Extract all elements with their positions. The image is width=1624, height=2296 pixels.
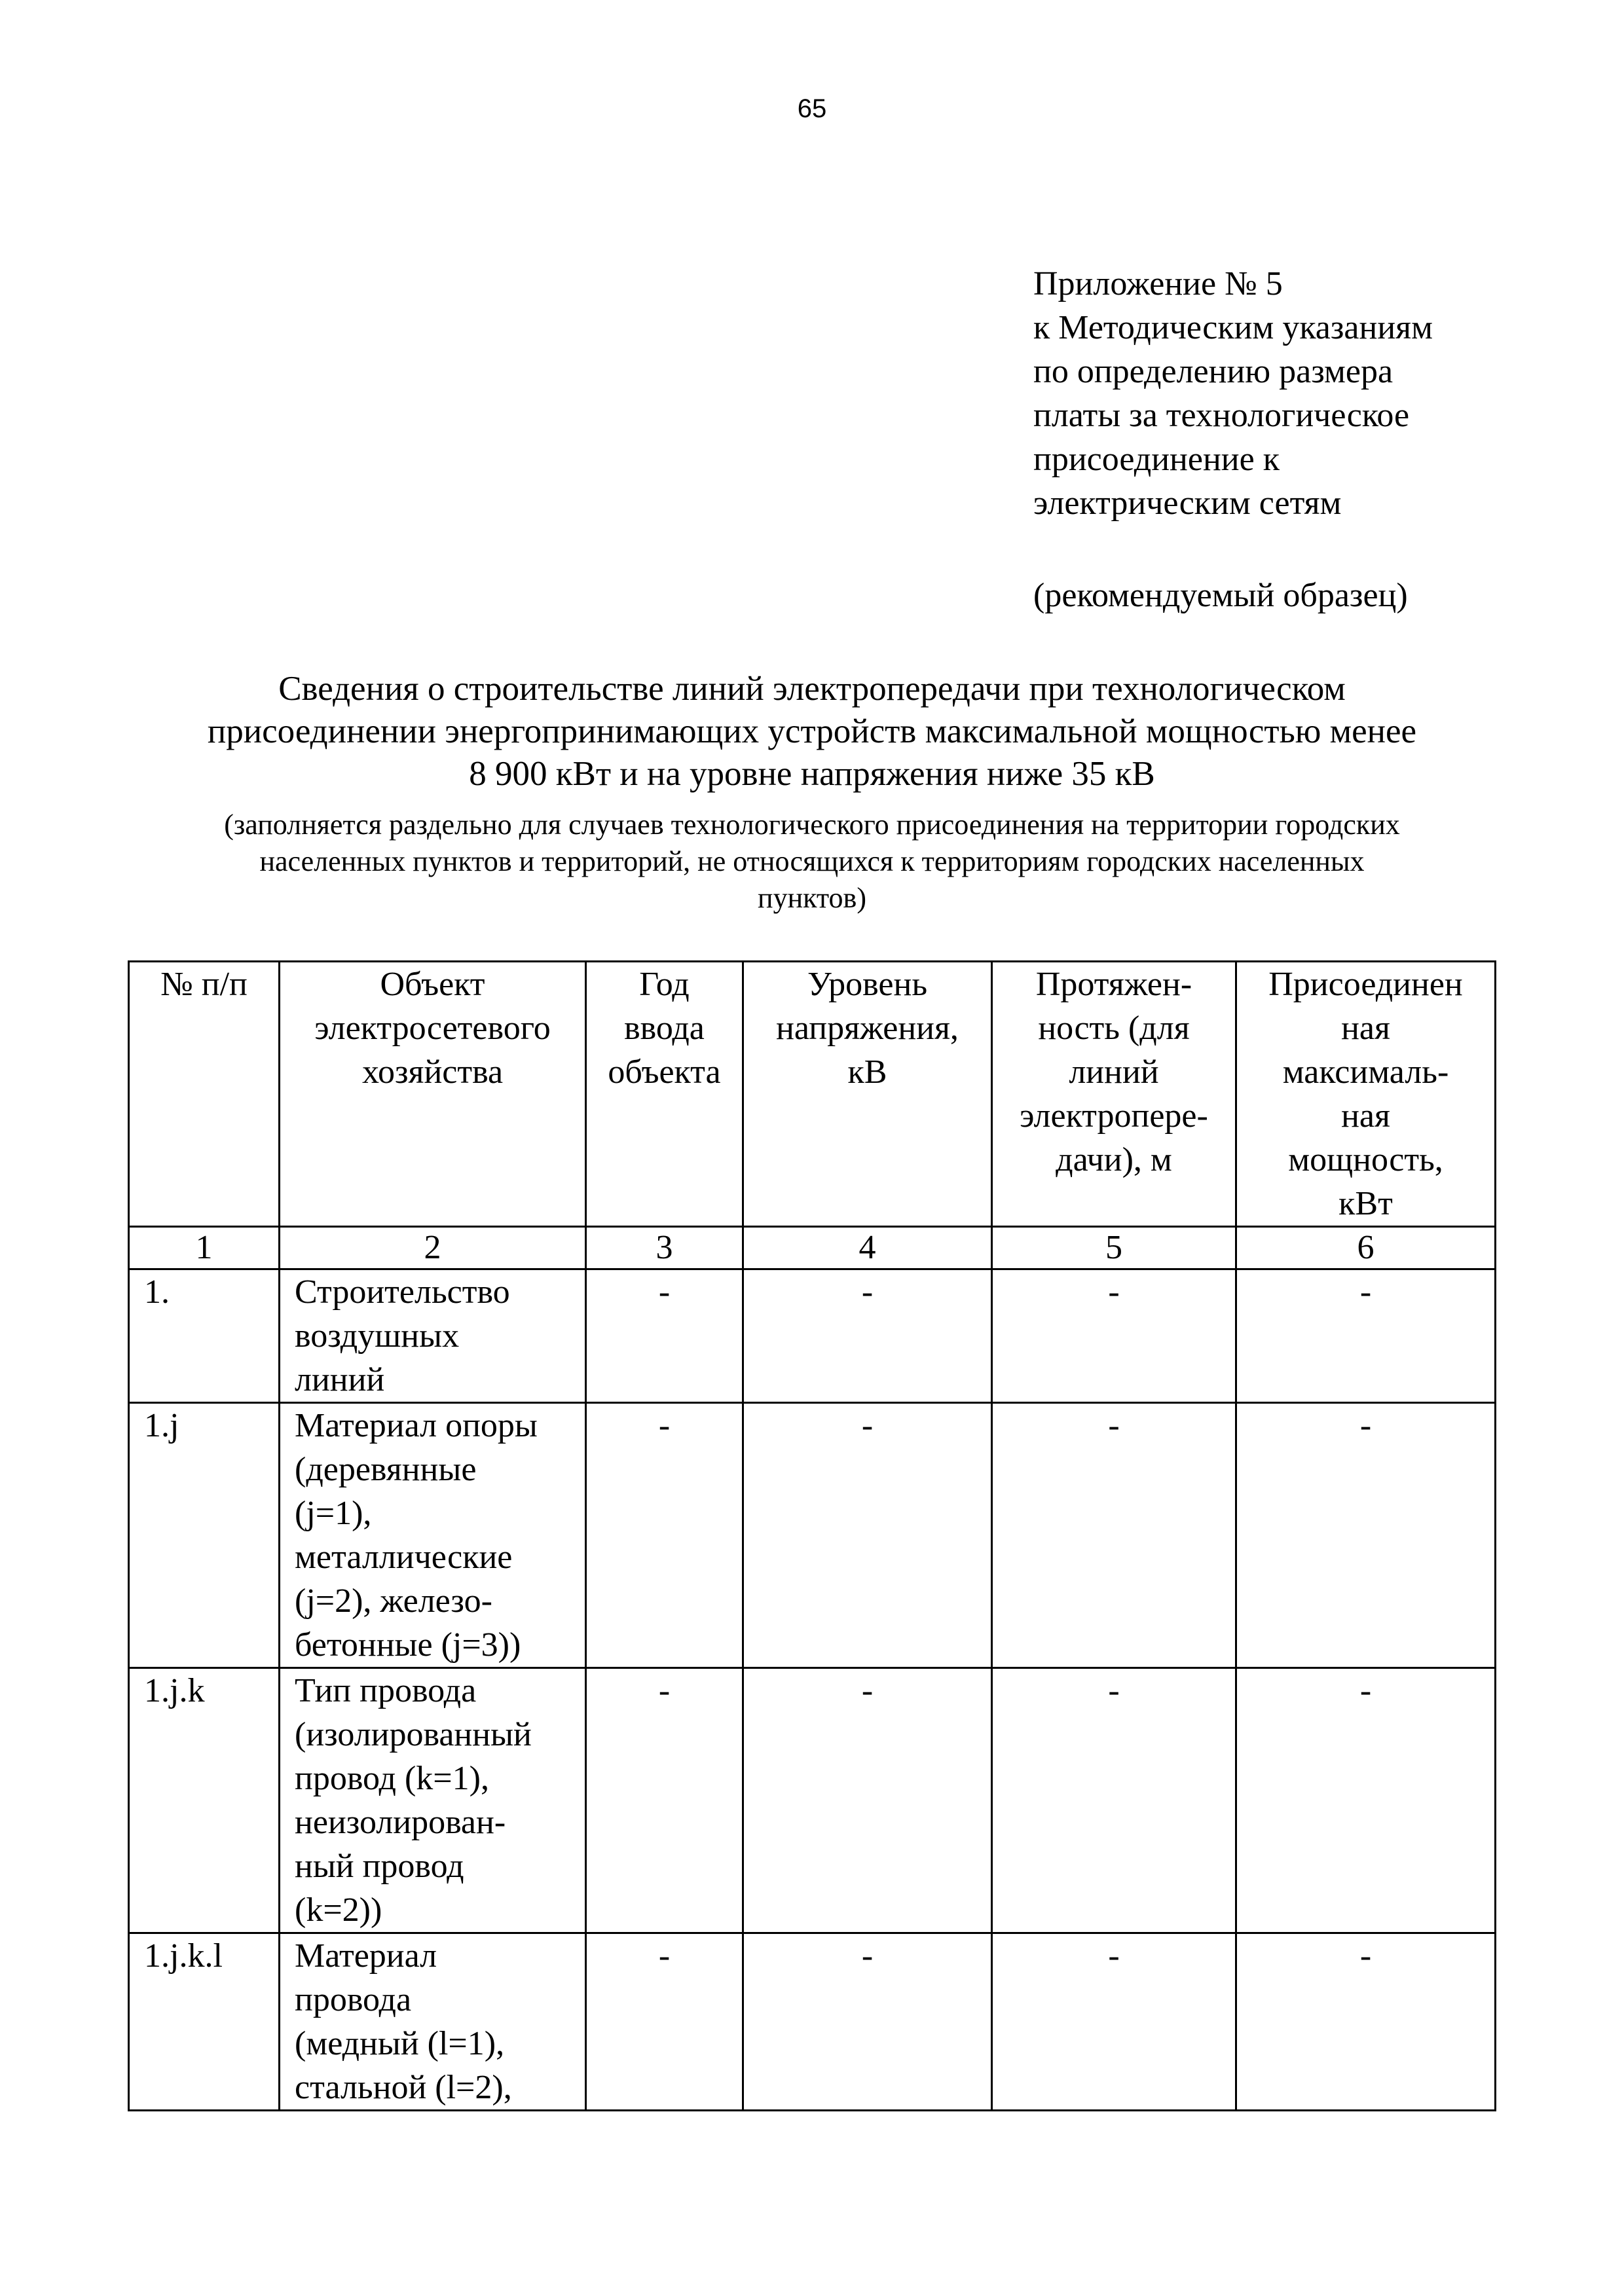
table-header-row	[129, 962, 1496, 1227]
header-cell-voltage	[743, 962, 992, 1227]
row-cell: -	[586, 1933, 743, 2111]
header-text: ная	[1341, 1010, 1390, 1047]
header-cell-length	[992, 962, 1236, 1227]
table-row	[129, 1933, 1496, 2111]
header-text: линий	[1069, 1053, 1159, 1091]
appendix-line: электрическим сетям	[1033, 484, 1342, 522]
column-number: 2	[280, 1227, 586, 1269]
row-object	[280, 1403, 586, 1668]
object-line: (изолированный	[295, 1716, 532, 1753]
header-text: № п/п	[160, 966, 248, 1003]
row-cell: -	[1236, 1933, 1496, 2111]
column-number: 3	[586, 1227, 743, 1269]
object-line: Строительство	[295, 1273, 510, 1311]
row-cell: -	[992, 1269, 1236, 1403]
object-line: (k=2))	[295, 1891, 382, 1929]
appendix-line: по определению размера	[1033, 353, 1393, 390]
row-object	[280, 1269, 586, 1403]
document-title	[98, 668, 1526, 795]
data-table	[128, 960, 1496, 2111]
page-number: 65	[797, 94, 827, 123]
header-cell-number	[129, 962, 280, 1227]
header-text: ввода	[624, 1010, 705, 1047]
subtitle-line: населенных пунктов и территорий, не относящихся к территориям городских населенных	[259, 845, 1365, 877]
header-text: Объект	[380, 966, 485, 1003]
subtitle-line: (заполняется раздельно для случаев технологического присоединения на территории городских	[224, 809, 1400, 841]
title-line: присоединении энергопринимающих устройств максимальной мощностью менее	[207, 712, 1417, 750]
header-text: кВ	[847, 1053, 887, 1091]
subtitle-line: пунктов)	[758, 882, 866, 914]
header-text: хозяйства	[361, 1053, 504, 1091]
object-line: металлические	[295, 1539, 513, 1576]
row-cell: -	[743, 1933, 992, 2111]
table-row	[129, 1269, 1496, 1403]
row-cell: -	[743, 1668, 992, 1933]
object-line: воздушных	[295, 1317, 460, 1355]
object-line: линий	[295, 1361, 385, 1398]
sample-note: (рекомендуемый образец)	[1033, 577, 1408, 614]
title-line: 8 900 кВт и на уровне напряжения ниже 35 кВ	[469, 755, 1155, 793]
object-line: (j=1),	[295, 1495, 372, 1532]
header-text: ность (для	[1038, 1010, 1190, 1047]
column-number-row	[129, 1227, 1496, 1269]
header-cell-year	[586, 962, 743, 1227]
header-text: дачи), м	[1056, 1141, 1172, 1178]
header-cell-power	[1236, 962, 1496, 1227]
appendix-line: присоединение к	[1033, 441, 1280, 478]
column-number: 5	[992, 1227, 1236, 1269]
row-cell: -	[1236, 1403, 1496, 1668]
header-cell-object	[280, 962, 586, 1227]
object-line: неизолирован-	[295, 1804, 506, 1841]
column-number: 1	[129, 1227, 280, 1269]
object-line: Материал опоры	[295, 1407, 538, 1444]
object-line: провода	[295, 1981, 412, 2018]
header-text: максималь-	[1282, 1053, 1449, 1091]
object-line: (медный (l=1),	[295, 2025, 505, 2062]
object-line: (j=2), железо-	[295, 1582, 492, 1620]
appendix-header	[1033, 262, 1596, 525]
row-cell: -	[992, 1933, 1236, 2111]
object-line: Тип провода	[295, 1672, 477, 1709]
header-text: электропере-	[1020, 1097, 1208, 1135]
row-cell: -	[743, 1269, 992, 1403]
row-object	[280, 1933, 586, 2111]
header-text: Протяжен-	[1035, 966, 1192, 1003]
header-text: Год	[639, 966, 690, 1003]
object-line: (деревянные	[295, 1451, 477, 1488]
column-number: 4	[743, 1227, 992, 1269]
row-id: 1.	[129, 1269, 280, 1403]
header-text: объекта	[608, 1053, 721, 1091]
row-cell: -	[1236, 1269, 1496, 1403]
header-text: электросетевого	[314, 1010, 551, 1047]
header-text: Присоединен	[1268, 966, 1463, 1003]
row-id: 1.j	[129, 1403, 280, 1668]
object-line: бетонные (j=3))	[295, 1626, 521, 1664]
row-cell: -	[992, 1403, 1236, 1668]
row-cell: -	[743, 1403, 992, 1668]
table-row	[129, 1668, 1496, 1933]
object-line: ный провод	[295, 1848, 464, 1885]
row-cell: -	[992, 1668, 1236, 1933]
object-line: провод (k=1),	[295, 1760, 489, 1797]
header-text: кВт	[1338, 1185, 1393, 1222]
row-cell: -	[586, 1269, 743, 1403]
row-id: 1.j.k	[129, 1668, 280, 1933]
header-text: ная	[1341, 1097, 1390, 1135]
object-line: Материал	[295, 1937, 437, 1975]
column-number: 6	[1236, 1227, 1496, 1269]
appendix-line: к Методическим указаниям	[1033, 309, 1433, 346]
row-object	[280, 1668, 586, 1933]
title-line: Сведения о строительстве линий электропередачи при технологическом	[278, 670, 1346, 708]
appendix-line: платы за технологическое	[1033, 397, 1410, 434]
object-line: стальной (l=2),	[295, 2069, 512, 2106]
row-id: 1.j.k.l	[129, 1933, 280, 2111]
header-text: напряжения,	[776, 1010, 959, 1047]
appendix-line: Приложение № 5	[1033, 265, 1283, 302]
row-cell: -	[1236, 1668, 1496, 1933]
row-cell: -	[586, 1668, 743, 1933]
document-subtitle	[98, 807, 1526, 917]
row-cell: -	[586, 1403, 743, 1668]
table-row	[129, 1403, 1496, 1668]
header-text: Уровень	[807, 966, 928, 1003]
header-text: мощность,	[1288, 1141, 1443, 1178]
